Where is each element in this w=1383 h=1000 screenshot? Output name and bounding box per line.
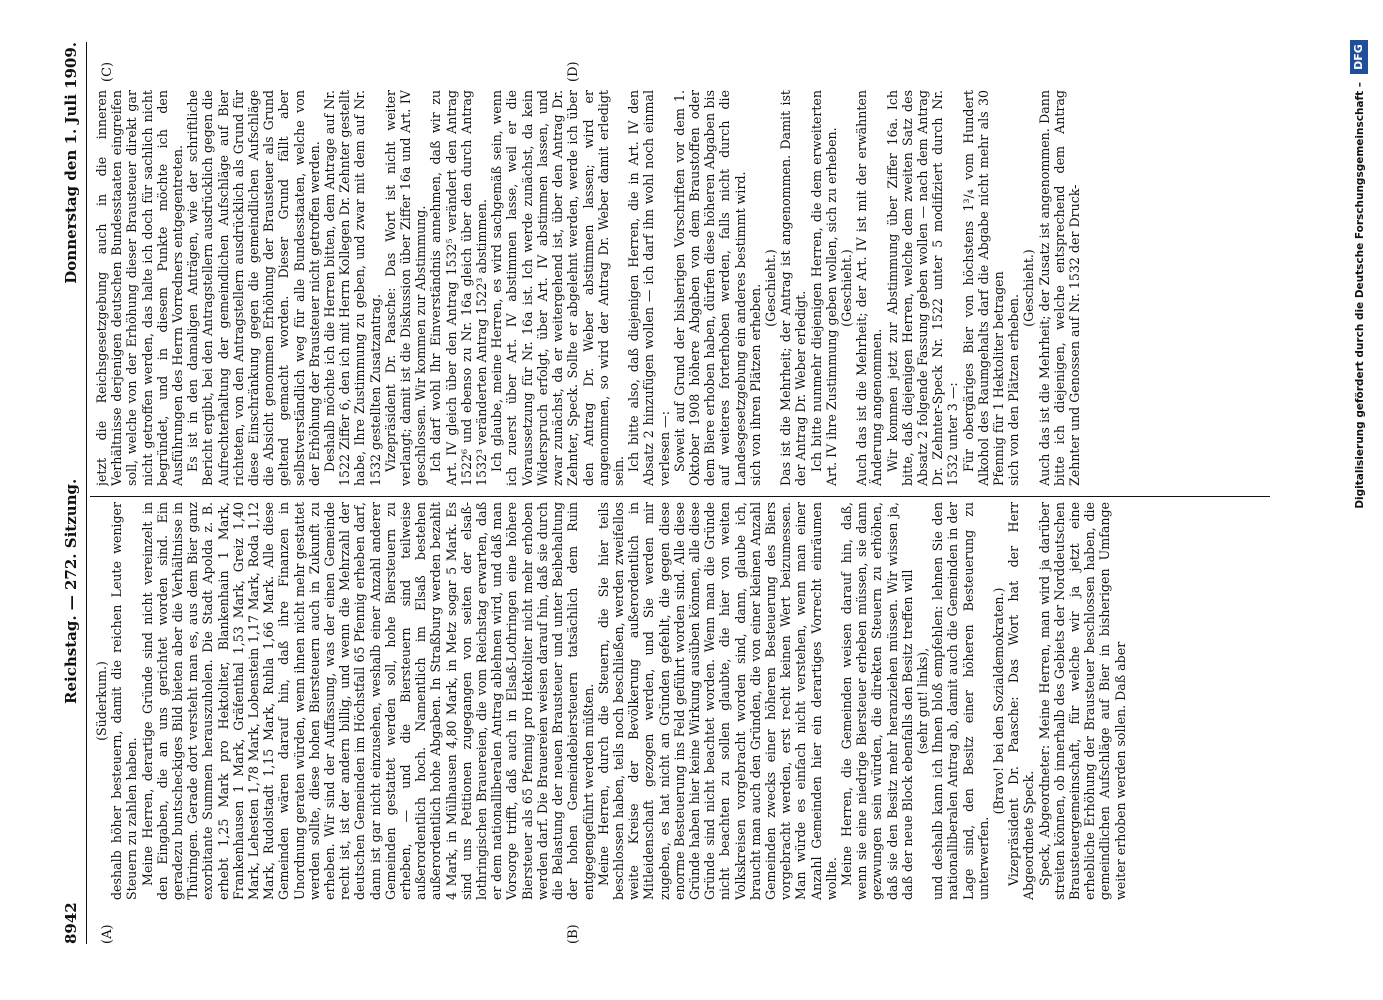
stage-direction: (Geschieht.) xyxy=(762,249,778,327)
header-rule xyxy=(86,42,87,944)
left-column xyxy=(94,502,1264,900)
speaker-label: (Süderkum.) xyxy=(94,661,109,741)
right-paragraph: sich von ihren Plätzen erheben. xyxy=(747,283,763,486)
quoted-motion: Soweit auf Grund der bisherigen Vorschriften vor dem 1. Oktober 1908 höhere Abgaben von dem Braustoffen oder dem Biere erhoben haben, dürfen diese höheren Abgaben bis auf weiteres forterhoben werden, falls nicht durch die Landesgesetzgebung ein anderes bestimmt wird. xyxy=(671,90,748,486)
page-number: 8942 xyxy=(62,902,80,944)
stage-direction: (Bravo! bei den Sozialdemokraten.) xyxy=(990,587,1006,815)
speaker-turn: Vizepräsident Dr. Paasche: Das Wort hat der Herr Abgeordnete Speck. xyxy=(1006,502,1037,900)
quoted-motion: Für obergäriges Bier von höchstens 1³/₄ vom Hundert Alkohol des Raumgehalts darf die Abgabe nicht mehr als 30 Pfennig für 1 Hektoliter betragen xyxy=(960,90,1006,486)
left-paragraph: Meine Herren, durch die Steuern, die Sie hier teils beschlossen haben, teils noch beschließen, werden zweifellos weite Kreise der Bevölkerung außerordentlich in Mitleidenschaft gezogen werden, und Sie werden mir zugeben, es hat nicht an Gründen gefehlt, die gegen diese enorme Besteuerung ins Feld geführt worden sind. Alle diese Gründe haben hier keine Wirkung ausüben können, alle diese Gründe sind nicht beachtet worden. Wenn man die Gründe nicht beachten zu sollen glaubte, die hier von weiten Volkskreisen vorgebracht worden sind, dann, glaube ich, braucht man auch den Gründen, die von einer kleinen Anzahl Gemeinden zwecks einer höheren Besteuerung des Biers vorgebracht werden, erst recht keinen Wert beizumessen. Man würde es einfach nicht verstehen, wenn man einer Anzahl Gemeinden hier ein derartiges Vorrecht einräumen wollte. xyxy=(595,502,839,900)
session-date: Donnerstag den 1. Juli 1909. xyxy=(62,42,80,284)
stage-direction: (sehr gut! links), xyxy=(914,647,930,755)
margin-mark-a: (A) xyxy=(100,924,115,944)
right-paragraph: Auch das ist die Mehrheit; der Zusatz ist angenommen. Dann bitte ich diejenigen, welche entsprechend dem Antrag Zehnter und Genossen auf Nr. 1532 der Druck- xyxy=(1036,90,1082,486)
margin-mark-c: (C) xyxy=(100,61,115,82)
right-paragraph: Das ist die Mehrheit; der Antrag ist angenommen. Damit ist der Antrag Dr. Weber erledigt. xyxy=(778,90,809,486)
margin-mark-d: (D) xyxy=(566,61,581,82)
digitization-credit: Digitalisierung gefördert durch die Deutsche Forschungsgemeinschaft – xyxy=(1354,82,1366,509)
right-paragraph: Auch das ist die Mehrheit; der Art. IV ist mit der erwähnten Änderung angenommen. xyxy=(854,90,885,486)
page-header xyxy=(58,42,84,944)
right-paragraph: Ich darf wohl Ihr Einverständnis annehmen, daß wir zu Art. IV gleich über den Antrag 1532⁵ verändert den Antrag 1522⁶ und ebenso zu Nr. 16a gleich über den durch Antrag 1532³ veränderten Antrag 1522³ abstimmen. xyxy=(428,90,490,486)
right-paragraph: jetzt die Reichsgesetzgebung auch in die inneren Verhältnisse derjenigen deutschen Bundesstaaten eingreifen soll, welche von der Erhöhung dieser Brausteuer direkt gar nicht getroffen werden, das halte ich doch für sachlich nicht begründet, und in diesem Punkte möchte ich den Ausführungen des Herrn Vorredners entgegentreten. xyxy=(94,90,186,486)
margin-mark-b: (B) xyxy=(566,924,581,944)
right-paragraph: Ich bitte also, daß diejenigen Herren, die in Art. IV den Absatz 2 hinzufügen wollen — ich darf ihn wohl noch einmal verlesen —: xyxy=(626,90,672,486)
left-paragraph: deshalb höher besteuern, damit die reichen Leute weniger Steuern zu zahlen haben. xyxy=(109,502,140,900)
right-paragraph: sich von den Plätzen erheben. xyxy=(1006,293,1022,486)
right-paragraph: Wir kommen jetzt zur Abstimmung über Ziffer 16a. Ich bitte, daß diejenigen Herren, welche dem zweiten Satz des Absatz 2 folgende Fassung geben wollen — nach dem Antrag Dr. Zehnter-Speck Nr. 1522 unter 5 modifiziert durch Nr. 1532 unter 3 —: xyxy=(884,90,961,486)
left-paragraph: Meine Herren, die Gemeinden weisen darauf hin, daß, wenn sie eine niedrige Biersteuer erheben müssen, sie dann gezwungen sein würden, die direkten Steuern zu erhöhen, daß sie den Besitz mehr heranziehen müssen. Wir wissen ja, daß der neue Block ebenfalls den Besitz treffen will xyxy=(838,502,915,900)
right-paragraph: Ich bitte nunmehr diejenigen Herren, die dem erweiterten Art. IV ihre Zustimmung geben wollen, sich zu erheben. xyxy=(808,90,839,486)
left-paragraph: und deshalb kann ich Ihnen bloß empfehlen: lehnen Sie den nationalliberalen Antrag ab, damit auch die Gemeinden in der Lage sind, den Besitz einer höheren Besteuerung zu unterwerfen. xyxy=(930,502,991,900)
dfg-logo: DFG xyxy=(1350,40,1368,74)
right-column xyxy=(94,90,1264,486)
column-divider xyxy=(90,496,1270,497)
right-paragraph: Es ist in den damaligen Anträgen, wie der schriftliche Bericht ergibt, bei den Antragstellern ausdrücklich gegen die Aufrechterhaltung der gemeindlichen Aufschläge auf Bier richteten, von den Antragstellern ausdrücklich als Grund für diese Einschränkung gegen die gemeindlichen Aufschläge die Absicht genommen Erhöhung der Brausteuer als Grund geltend gemacht worden. Dieser Grund fällt aber selbstverständlich weg für alle Bundesstaaten, welche von der Erhöhung der Brausteuer nicht getroffen werden. xyxy=(185,90,322,486)
right-paragraph: Ich glaube, meine Herren, es wird sachgemäß sein, wenn ich zuerst über Art. IV abstimmen lasse, weil er die Voraussetzung für Nr. 16a ist. Ich werde zunächst, da kein Widerspruch erfolgt, über Art. IV abstimmen lassen, und zwar zunächst, da er weitergehend ist, über den Antrag Dr. Zehnter, Speck. Sollte er abgelehnt werden, werde ich über den Antrag Dr. Weber abstimmen lassen; wird er angenommen, so wird der Antrag Dr. Weber damit erledigt sein. xyxy=(489,90,626,486)
right-paragraph: Deshalb möchte ich die Herren bitten, dem Antrage auf Nr. 1522 Ziffer 6, den ich mit Herrn Kollegen Dr. Zehnter gestellt habe, Ihre Zustimmung zu geben, und zwar mit dem auf Nr. 1532 gestellten Zusatzantrag. xyxy=(322,90,383,486)
speaker-turn: Speck, Abgeordneter: Meine Herren, man wird ja darüber streiten können, ob innerhalb des Gebiets der Norddeutschen Brausteuergemeinschaft, für welche wir ja jetzt eine erhebliche Erhöhung der Brausteuer beschlossen haben, die gemeindlichen Aufschläge auf Bier in bisherigen Umfange weiter erhoben werden sollen. Daß aber xyxy=(1036,502,1128,900)
stage-direction: (Geschieht.) xyxy=(838,249,854,327)
stage-direction: (Geschieht.) xyxy=(1021,249,1037,327)
speaker-turn: Vizepräsident Dr. Paasche: Das Wort ist nicht weiter verlangt; damit ist die Diskussion über Ziffer 16a und Art. IV geschlossen. Wir kommen zur Abstimmung. xyxy=(382,90,429,486)
left-paragraph: Meine Herren, derartige Gründe sind nicht vereinzelt in den Eingaben, die an uns gerichtet worden sind. Ein geradezu buntscheckiges Bild bieten aber die Verhältnisse in Thüringen. Gerade dort versteht man es, aus dem Bier ganz exorbitante Summen herauszuholen. Die Stadt Apolda z. B. erhebt 1,25 Mark pro Hektoliter, Blankenhain 1 Mark, Frankenhausen 1 Mark, Gräfenthal 1,53 Mark, Greiz 1,40 Mark, Lehesten 1,78 Mark, Lobenstein 1,17 Mark, Roda 1,12 Mark, Rudolstadt 1,15 Mark, Ruhla 1,66 Mark. Alle diese Gemeinden wären darauf hin, daß ihre Finanzen in Unordnung geraten würden, wenn ihnen nicht mehr gestattet werden sollte, diese hohen Biersteuern auch in Zukunft zu erheben. Wir sind der Auffassung, was der einen Gemeinde recht ist, ist der andern billig, und wenn die Mehrzahl der deutschen Gemeinden im Höchstfall 65 Pfennig erheben darf, dann ist gar nicht einzusehen, weshalb einer Anzahl anderer Gemeinden gestattet werden soll, hohe Biersteuern zu erheben, — und die Biersteuern sind teilweise außerordentlich hoch. Namentlich im Elsaß bestehen außerordentlich hohe Abgaben. In Straßburg werden bezahlt 4 Mark, in Mülhausen 4,80 Mark, in Metz sogar 5 Mark. Es sind uns Petitionen zugegangen von seiten der elsaß-lothringischen Brauereien, die vom Reichstag erwarten, daß er dem nationalliberalen Antrag ablehnen wird, und daß man Vorsorge trifft, daß auch in Elsaß-Lothringen eine höhere Biersteuer als 65 Pfennig pro Hektoliter nicht mehr erhoben werden darf. Die Brauereien weisen darauf hin, daß sie durch die Belastung der neuen Brausteuer und unter Beibehaltung der hohen Gemeindebiersteuern tatsächlich dem Ruin entgegengeführt werden müßten. xyxy=(139,502,596,900)
session-title: Reichstag. — 272. Sitzung. xyxy=(62,478,80,704)
dfg-credit-strip xyxy=(1348,40,1372,960)
